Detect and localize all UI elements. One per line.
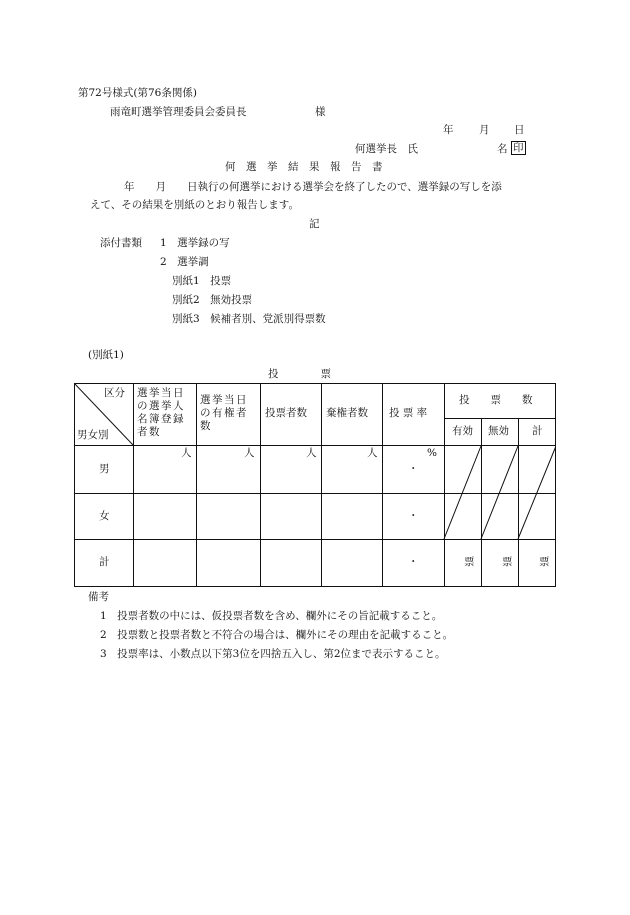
header-voters: 投票者数 xyxy=(265,407,307,419)
honorific: 様 xyxy=(315,106,326,118)
header-eligible: 選挙当日の有権者数 xyxy=(200,394,248,432)
unit-person: 人 xyxy=(306,447,317,459)
addressee: 雨竜町選挙管理委員会委員長 xyxy=(110,106,247,118)
sender-name-char: 名 xyxy=(497,143,508,155)
attachment-sub-3: 別紙3 候補者別、党派別得票数 xyxy=(172,313,326,325)
sender-title: 何選挙長 氏 xyxy=(355,143,418,155)
form-number: 第72号様式(第76条関係) xyxy=(78,87,197,99)
unit-vote-total: 票 xyxy=(539,556,550,568)
body-line-1: 年 月 日執行の何選挙における選挙会を終了したので、選挙録の写しを添 xyxy=(124,181,502,193)
attachments-label: 添付書類 xyxy=(100,237,142,249)
header-valid: 有効 xyxy=(452,425,473,437)
date-day: 日 xyxy=(514,124,525,136)
document-title: 何 選 挙 結 果 報 告 書 xyxy=(225,161,383,173)
unit-vote-invalid: 票 xyxy=(502,556,513,568)
body-line-2: えて、その結果を別紙のとおり報告します。 xyxy=(90,199,299,211)
unit-vote-valid: 票 xyxy=(464,556,475,568)
unit-percent: % xyxy=(427,447,437,459)
notes-title: 備考 xyxy=(88,591,109,603)
header-total: 計 xyxy=(532,425,543,437)
results-table xyxy=(74,383,556,587)
note-item-1: 1 投票者数の中には、仮投票者数を含め、欄外にその旨記載すること。 xyxy=(100,610,443,622)
void-diagonal xyxy=(481,446,518,539)
attachment-item-2: 2 選挙調 xyxy=(160,256,209,268)
header-registered: 選挙当日の選挙人名簿登録者数 xyxy=(137,387,185,438)
corner-bottom-label: 男女別 xyxy=(77,429,109,441)
seal-mark xyxy=(511,141,526,155)
row-label-male: 男 xyxy=(99,463,110,475)
attachment-item-1: 1 選挙録の写 xyxy=(160,237,230,249)
unit-person: 人 xyxy=(181,447,192,459)
decimal-dot-total: ・ xyxy=(408,556,419,568)
decimal-dot-female: ・ xyxy=(408,510,419,522)
header-invalid: 無効 xyxy=(488,425,509,437)
date-year: 年 xyxy=(443,124,454,136)
sheet-caption: 投 票 xyxy=(268,368,331,380)
note-item-2: 2 投票数と投票者数と不符合の場合は、欄外にその理由を記載すること。 xyxy=(100,629,454,641)
attachment-sub-2: 別紙2 無効投票 xyxy=(172,294,253,306)
attachment-sub-1: 別紙1 投票 xyxy=(172,275,232,287)
unit-person: 人 xyxy=(244,447,255,459)
void-diagonal xyxy=(518,446,556,539)
corner-top-label: 区分 xyxy=(104,387,125,399)
sheet-label: (別紙1) xyxy=(88,349,124,361)
void-diagonal xyxy=(444,446,481,539)
ki-mark: 記 xyxy=(309,218,320,230)
note-item-3: 3 投票率は、小数点以下第3位を四捨五入し、第2位まで表示すること。 xyxy=(100,648,446,660)
unit-person: 人 xyxy=(367,447,378,459)
row-label-female: 女 xyxy=(99,510,110,522)
row-label-total: 計 xyxy=(99,556,110,568)
header-abstainers: 棄権者数 xyxy=(326,407,368,419)
date-month: 月 xyxy=(479,124,490,136)
header-vote-count: 投 票 数 xyxy=(459,394,533,406)
decimal-dot-male: ・ xyxy=(408,463,419,475)
seal-char: 印 xyxy=(513,142,524,154)
header-turnout: 投 票 率 xyxy=(389,407,428,419)
